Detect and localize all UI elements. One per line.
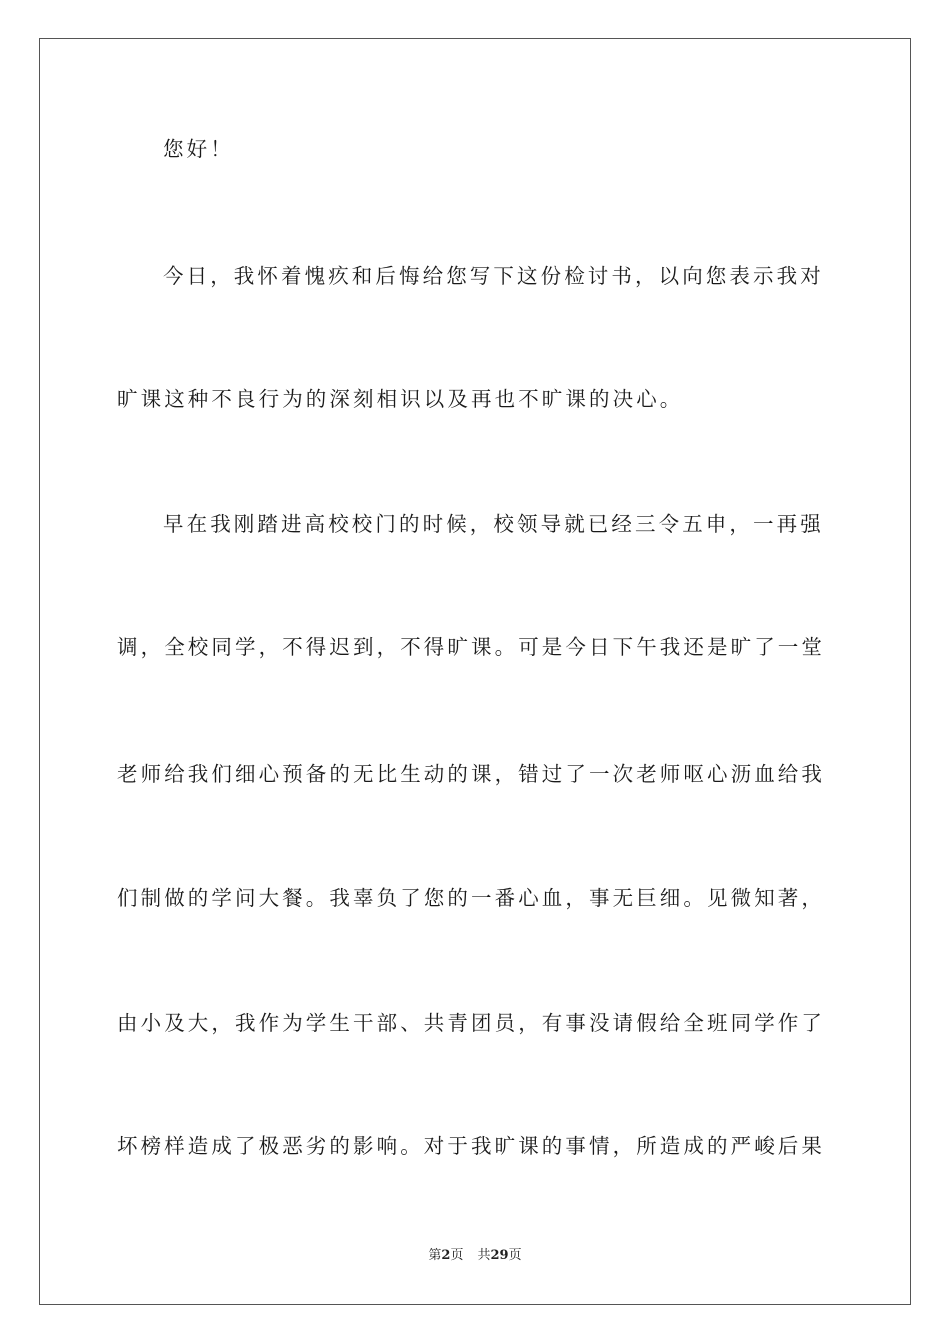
greeting-line: 您好！ [163, 137, 234, 161]
page-border [39, 38, 911, 1305]
body-line-5: 老师给我们细心预备的无比生动的课，错过了一次老师呕心沥血给我 [117, 762, 825, 786]
body-line-6: 们制做的学问大餐。我辜负了您的一番心血，事无巨细。见微知著， [117, 886, 825, 910]
body-line-1: 今日，我怀着愧疚和后悔给您写下这份检讨书，以向您表示我对 [163, 264, 824, 288]
page-number: 2 [441, 1248, 451, 1263]
body-line-3: 早在我刚踏进高校校门的时候，校领导就已经三令五申，一再强 [163, 512, 824, 536]
page-suffix: 页 [450, 1248, 464, 1263]
body-line-8: 坏榜样造成了极恶劣的影响。对于我旷课的事情，所造成的严峻后果 [117, 1134, 825, 1158]
body-line-4: 调，全校同学，不得迟到，不得旷课。可是今日下午我还是旷了一堂 [117, 635, 825, 659]
page-prefix: 第 [428, 1248, 442, 1263]
body-line-7: 由小及大，我作为学生干部、共青团员，有事没请假给全班同学作了 [117, 1011, 825, 1035]
body-line-2: 旷课这种不良行为的深刻相识以及再也不旷课的决心。 [117, 387, 684, 411]
page-footer [0, 1247, 950, 1265]
total-prefix: 共 [477, 1248, 491, 1263]
total-pages: 29 [490, 1248, 509, 1263]
total-suffix: 页 [508, 1248, 522, 1263]
